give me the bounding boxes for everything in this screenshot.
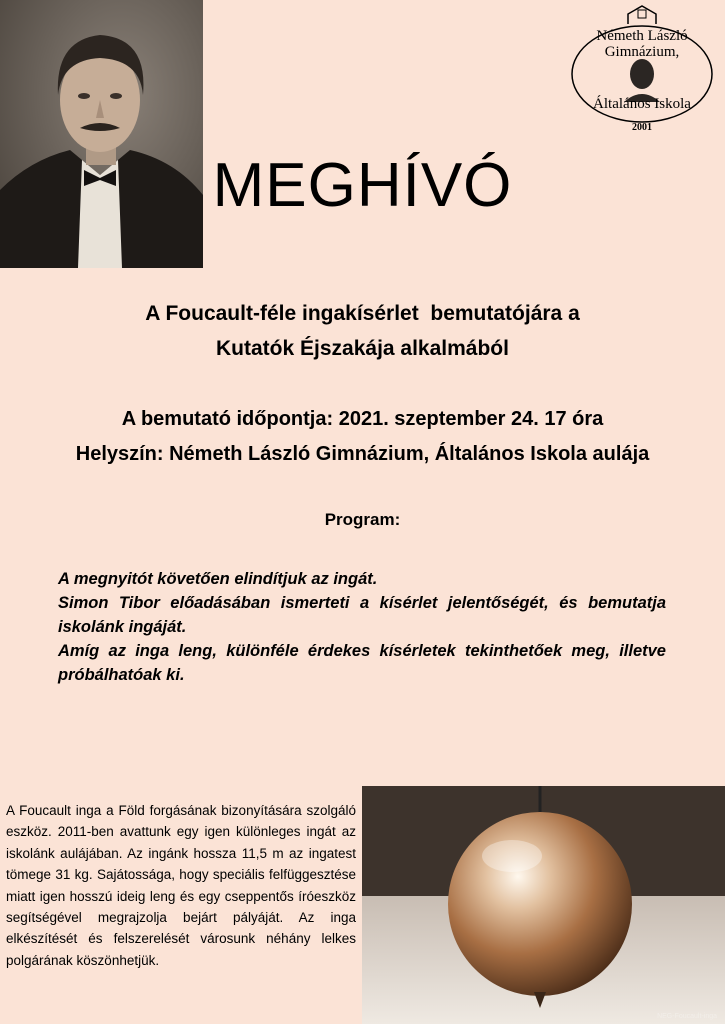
program-item: Amíg az inga leng, különféle érdekes kísérletek tekinthetőek meg, illetve próbálhatóak ki. [58, 642, 666, 684]
subtitle-line1: A Foucault-féle ingakísérlet bemutatójára a [145, 302, 580, 325]
school-logo-emblem [568, 4, 716, 134]
event-location: Helyszín: Németh László Gimnázium, Általános Iskola aulája [75, 443, 650, 465]
program-heading: Program: [324, 510, 401, 529]
event-details [10, 402, 715, 472]
logo-year: 2001 [632, 122, 652, 133]
pendulum-illustration [362, 786, 725, 1024]
program-item: A megnyitót követően elindítjuk az ingát. [58, 570, 378, 588]
page-title: MEGHÍVÓ [212, 151, 513, 220]
pendulum-description [6, 800, 356, 971]
event-date: A bemutató időpontja: 2021. szeptember 24. 17 óra [121, 408, 604, 430]
logo-name-line2: Gimnázium, [604, 44, 680, 60]
subtitle [40, 296, 685, 366]
logo-name-line1: Németh László [596, 28, 688, 44]
program-list [58, 567, 666, 687]
portrait-illustration [0, 0, 203, 268]
subtitle-line2: Kutatók Éjszakája alkalmából [216, 337, 509, 360]
school-logo [568, 4, 716, 134]
logo-name-line3: Általános Iskola [593, 96, 691, 112]
portrait-photo [0, 0, 203, 268]
pendulum-photo [362, 786, 725, 1024]
photo-credit: NEG-Foucault-inga [657, 1013, 717, 1020]
program-item: Simon Tibor előadásában ismerteti a kísérlet jelentőségét, és bemutatja iskolánk ingáját. [58, 594, 666, 636]
description-paragraph: A Foucault inga a Föld forgásának bizonyítására szolgáló eszköz. 2011-ben avattunk egy igen különleges ingát az iskolánk aulájában. Az ingánk hossza 11,5 m az ingatest tömege 31 kg. Sajátossága, hogy speciális felfüggesztése miatt igen hosszú ideig leng és egy cseppentős íróeszköz segítségével megrajzolja bejárt pályáját. Az inga elkészítését és felszerelését városunk néhány lelkes polgárának köszönhetjük. [6, 803, 356, 968]
